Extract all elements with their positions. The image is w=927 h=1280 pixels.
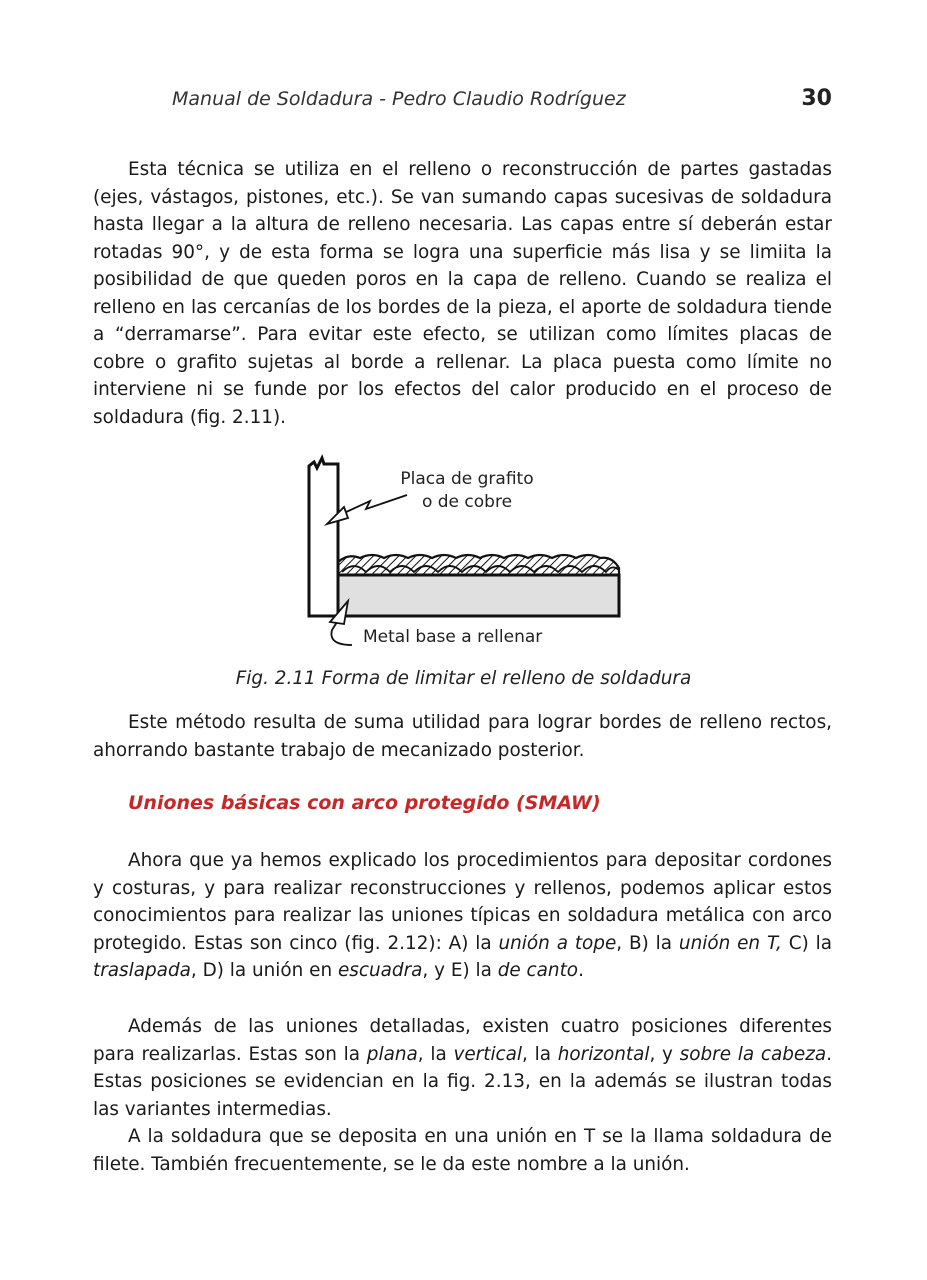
running-title: Manual de Soldadura - Pedro Claudio Rodríguez bbox=[172, 88, 626, 110]
text-run: . Estas posiciones se evidencian en la fig. 2.13, en la además se ilustran todas las variantes intermedias. bbox=[93, 1043, 833, 1120]
term-union-en-t: unión en T, bbox=[678, 932, 782, 954]
label-base-metal: Metal base a rellenar bbox=[363, 627, 543, 647]
paragraph-basic-joints bbox=[93, 847, 832, 985]
term-escuadra: escuadra bbox=[337, 960, 423, 981]
graphite-plate bbox=[309, 458, 338, 616]
term-plana: plana bbox=[366, 1043, 418, 1065]
figure-caption: Fig. 2.11 Forma de limitar el relleno de soldadura bbox=[235, 668, 692, 689]
text-run: , y bbox=[649, 1043, 680, 1065]
text-run: Además de las uniones detalladas, existen cuatro posiciones diferentes para realizarlas. Estas son la bbox=[93, 1016, 832, 1065]
text-run: Ahora que ya hemos explicado los procedimientos para depositar cordones y costuras, y para realizar reconstrucciones y rellenos, podemos aplicar estos conocimientos para realizar las uniones típicas en soldadura metálica con arco protegido. Estas son cinco (fig. 2.12): A) la bbox=[93, 850, 832, 954]
term-horizontal: horizontal bbox=[557, 1043, 650, 1065]
label-plate-line2: o de cobre bbox=[421, 492, 513, 512]
term-traslapada: traslapada bbox=[93, 960, 191, 981]
text-run: , la bbox=[417, 1043, 454, 1065]
term-union-a-tope: unión a tope bbox=[498, 932, 617, 954]
figure-2-11 bbox=[290, 452, 650, 657]
paragraph-positions bbox=[93, 1013, 832, 1123]
text-run: C) la bbox=[781, 932, 832, 954]
text-run: , B) la bbox=[616, 932, 679, 954]
page-number: 30 bbox=[801, 86, 832, 111]
base-metal bbox=[338, 575, 619, 616]
weld-bead-layer bbox=[338, 555, 619, 575]
label-plate-line1: Placa de grafito bbox=[400, 469, 534, 489]
text-run: . bbox=[578, 960, 584, 981]
text-run: , la bbox=[522, 1043, 558, 1065]
text-run: , D) la unión en bbox=[190, 960, 338, 981]
base-leader-line bbox=[331, 622, 352, 645]
label-plate bbox=[382, 468, 552, 514]
running-header bbox=[172, 88, 832, 116]
term-vertical: vertical bbox=[453, 1043, 523, 1065]
term-de-canto: de canto bbox=[497, 960, 579, 981]
paragraph-relleno-technique: Esta técnica se utiliza en el relleno o reconstrucción de partes gastadas (ejes, vástagos, pistones, etc.). Se van sumando capas sucesivas de soldadura hasta llegar a la altura de relleno necesaria. Las capas entre sí deberán estar rotadas 90°, y de esta forma se logra una superficie más lisa y se limiita la posibilidad de que queden poros en la capa de relleno. Cuando se realiza el relleno en las cercanías de los bordes de la pieza, el aporte de soldadura tiende a “derramarse”. Para evitar este efecto, se utilizan como límites placas de cobre o grafito sujetas al borde a rellenar. La placa puesta como límite no interviene ni se funde por los efectos del calor producido en el proceso de soldadura (fig. 2.11). bbox=[93, 159, 832, 428]
text-run: , y E) la bbox=[422, 960, 498, 981]
term-sobre-la-cabeza: sobre la cabeza bbox=[679, 1043, 827, 1065]
paragraph-method-utility: Este método resulta de suma utilidad para lograr bordes de relleno rectos, ahorrando bastante trabajo de mecanizado posterior. bbox=[93, 712, 832, 761]
paragraph-fillet-weld: A la soldadura que se deposita en una unión en T se la llama soldadura de filete. También frecuentemente, se le da este nombre a la unión. bbox=[93, 1126, 832, 1175]
section-heading: Uniones básicas con arco protegido (SMAW) bbox=[128, 792, 601, 814]
